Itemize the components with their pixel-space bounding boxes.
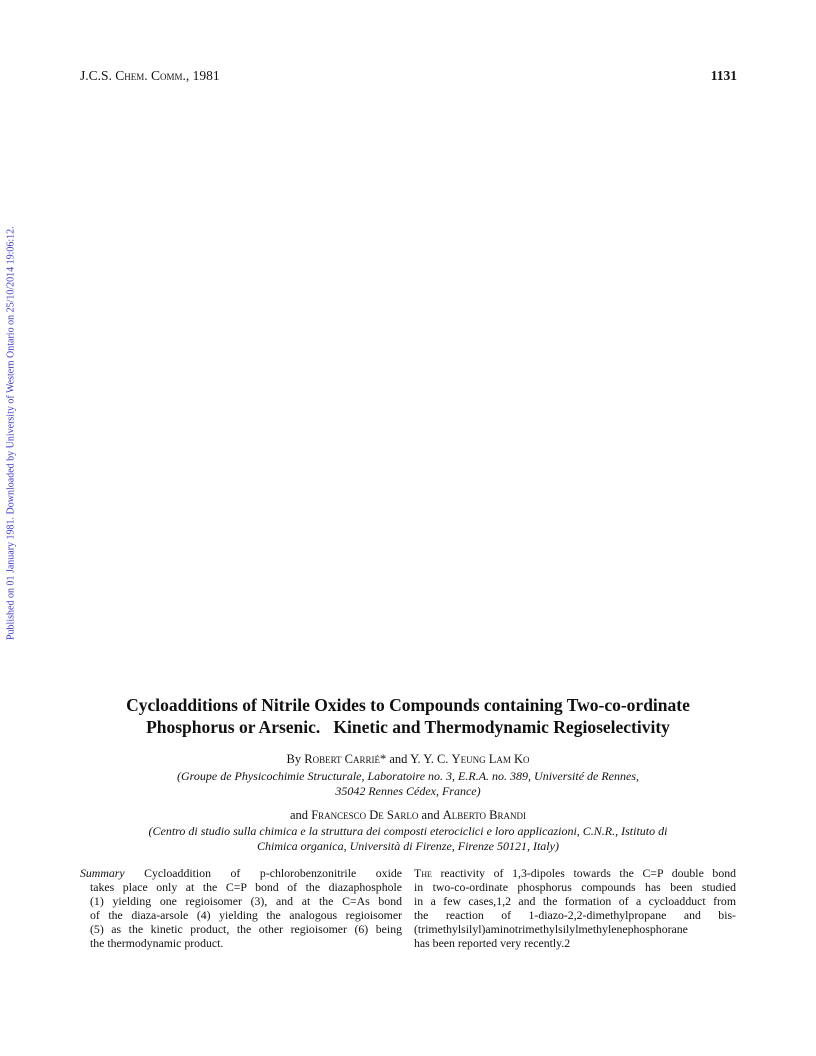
journal-year: , 1981 bbox=[185, 68, 220, 83]
summary-line bbox=[80, 866, 402, 880]
by-text: By bbox=[286, 752, 305, 766]
body-line: in a few cases,1,2 and the formation of a cycloadduct from bbox=[414, 894, 736, 908]
affiliation-rennes-line-2: 35042 Rennes Cédex, France) bbox=[335, 784, 481, 798]
watermark-text[interactable]: Published on 01 January 1981. Downloaded by University of Western Ontario on 25/10/2014 19:06:12. bbox=[5, 226, 17, 640]
author-brandi: Alberto Brandi bbox=[442, 808, 526, 822]
affiliation-firenze-line-2: Chimica organica, Università di Firenze, Firenze 50121, Italy) bbox=[257, 839, 559, 853]
authors-line-2 bbox=[60, 808, 756, 823]
download-watermark[interactable] bbox=[0, 0, 22, 640]
summary-text: Cycloaddition of p-chlorobenzonitrile oxide bbox=[144, 866, 402, 880]
journal-header bbox=[80, 68, 220, 84]
and-text: and bbox=[290, 808, 312, 822]
body-line: has been reported very recently.2 bbox=[414, 936, 571, 950]
body-line bbox=[414, 866, 736, 880]
summary-line: (1) yielding one regioisomer (3), and at the C=As bond bbox=[90, 894, 402, 908]
corresponding-star: * bbox=[380, 752, 387, 766]
title-line-2: Phosphorus or Arsenic. Kinetic and Thermodynamic Regioselectivity bbox=[146, 717, 670, 737]
author-yeung-lam-ko: Yeung Lam Ko bbox=[451, 752, 530, 766]
authors-line-1 bbox=[60, 752, 756, 767]
summary-line: (5) as the kinetic product, the other regioisomer (6) being bbox=[90, 922, 402, 936]
body-column bbox=[414, 866, 736, 950]
summary-line: of the diaza-arsole (4) yielding the analogous regioisomer bbox=[90, 908, 402, 922]
title-line-1: Cycloadditions of Nitrile Oxides to Compounds containing Two-co-ordinate bbox=[126, 695, 690, 715]
author-carrie: Robert Carrié bbox=[304, 752, 380, 766]
summary-line: the thermodynamic product. bbox=[90, 936, 224, 950]
affiliation-firenze bbox=[60, 824, 756, 854]
affiliation-firenze-line-1: (Centro di studio sulla chimica e la struttura dei composti eterociclici e loro applicazioni, C.N.R., Istituto di bbox=[148, 824, 668, 838]
summary-column bbox=[80, 866, 402, 950]
first-word: The bbox=[414, 866, 432, 880]
body-line: in two-co-ordinate phosphorus compounds has been studied bbox=[414, 880, 736, 894]
summary-label: Summary bbox=[80, 866, 125, 880]
body-text: reactivity of 1,3-dipoles towards the C=P double bond bbox=[440, 866, 737, 880]
and-text: and bbox=[418, 808, 443, 822]
and-text: and Y. Y. C. bbox=[386, 752, 452, 766]
author-de-sarlo: Francesco De Sarlo bbox=[311, 808, 419, 822]
journal-name: Chem. Comm. bbox=[115, 68, 186, 83]
article-title bbox=[60, 694, 756, 738]
page-number: 1131 bbox=[710, 68, 737, 83]
body-line: (trimethylsilyl)aminotrimethylsilylmethylenephosphorane bbox=[414, 922, 688, 936]
summary-line: takes place only at the C=P bond of the diazaphosphole bbox=[90, 880, 402, 894]
journal-prefix: J.C.S. bbox=[80, 68, 116, 83]
body-line: the reaction of 1-diazo-2,2-dimethylpropane and bis- bbox=[414, 908, 736, 922]
affiliation-rennes bbox=[60, 769, 756, 799]
affiliation-rennes-line-1: (Groupe de Physicochimie Structurale, Laboratoire no. 3, E.R.A. no. 389, Université de Rennes, bbox=[176, 769, 640, 783]
